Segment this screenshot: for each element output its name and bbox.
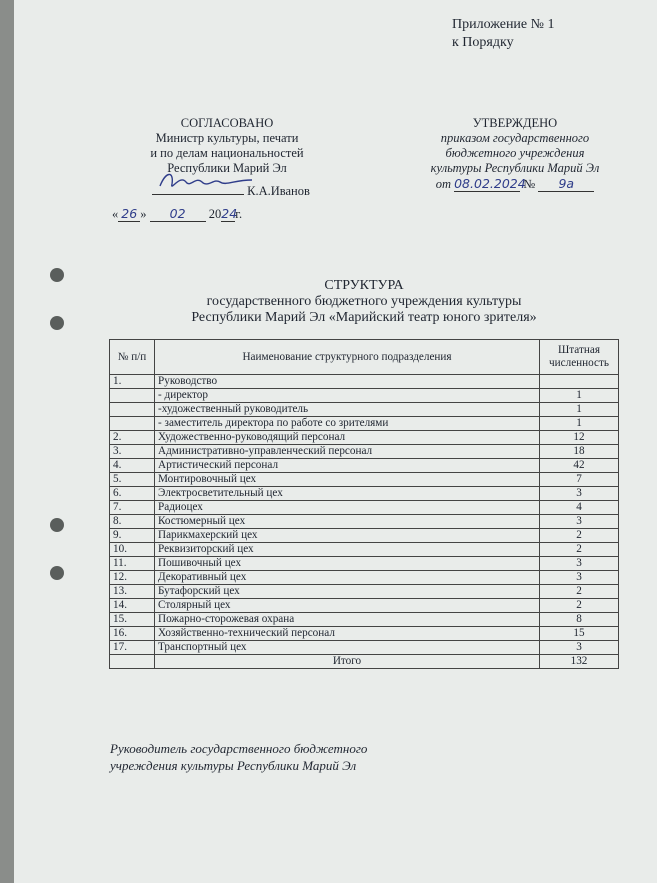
row-unit-name: Костюмерный цех xyxy=(155,515,540,529)
footer-line-2: учреждения культуры Республики Марий Эл xyxy=(110,758,357,773)
order-number: 9а xyxy=(538,176,594,192)
table-row xyxy=(110,389,619,403)
punch-hole xyxy=(50,518,64,532)
row-staff-count: 3 xyxy=(540,487,619,501)
row-staff-count: 2 xyxy=(540,585,619,599)
row-number: 15. xyxy=(110,613,155,627)
row-number: 1. xyxy=(110,375,155,389)
row-number: 7. xyxy=(110,501,155,515)
row-staff-count: 1 xyxy=(540,389,619,403)
row-unit-name: Электросветительный цех xyxy=(155,487,540,501)
table-row xyxy=(110,403,619,417)
row-unit-name: Реквизиторский цех xyxy=(155,543,540,557)
order-date: 08.02.2024 xyxy=(454,176,526,191)
row-unit-name: Столярный цех xyxy=(155,599,540,613)
row-number: 17. xyxy=(110,641,155,655)
approved-line-2: бюджетного учреждения xyxy=(445,146,585,160)
punch-hole xyxy=(50,268,64,282)
row-unit-name: - директор xyxy=(155,389,540,403)
row-staff-count: 1 xyxy=(540,417,619,431)
table-row xyxy=(110,431,619,445)
table-row xyxy=(110,417,619,431)
title-line-3: Республики Марий Эл «Марийский театр юного зрителя» xyxy=(191,310,537,325)
approved-line-1: приказом государственного xyxy=(440,131,590,145)
row-number: 6. xyxy=(110,487,155,501)
signature-line xyxy=(152,182,310,199)
table-row xyxy=(110,613,619,627)
row-number: 5. xyxy=(110,473,155,487)
approved-heading: УТВЕРЖДЕНО xyxy=(472,116,558,130)
row-unit-name: Пожарно-сторожевая охрана xyxy=(155,613,540,627)
row-unit-name: Артистический персонал xyxy=(155,459,540,473)
structure-table xyxy=(109,339,619,669)
row-unit-name: Бутафорский цех xyxy=(155,585,540,599)
row-staff-count: 8 xyxy=(540,613,619,627)
table-total-row xyxy=(110,655,619,669)
row-staff-count: 1 xyxy=(540,403,619,417)
row-unit-name: Транспортный цех xyxy=(155,641,540,655)
date-day: 26 xyxy=(118,206,140,222)
punch-hole xyxy=(50,316,64,330)
row-unit-name: Декоративный цех xyxy=(155,571,540,585)
appendix-line-1: Приложение № 1 xyxy=(452,17,555,32)
row-number: 2. xyxy=(110,431,155,445)
row-number: 11. xyxy=(110,557,155,571)
row-unit-name: Парикмахерский цех xyxy=(155,529,540,543)
row-unit-name: -художественный руководитель xyxy=(155,403,540,417)
punch-hole xyxy=(50,566,64,580)
row-staff-count: 3 xyxy=(540,571,619,585)
row-number: 13. xyxy=(110,585,155,599)
row-number: 10. xyxy=(110,543,155,557)
row-unit-name: Пошивочный цех xyxy=(155,557,540,571)
footer-signatory xyxy=(110,740,367,774)
agreed-line-2: и по делам национальностей xyxy=(150,146,304,160)
header-number: № п/п xyxy=(110,340,155,375)
row-staff-count: 2 xyxy=(540,529,619,543)
table-row xyxy=(110,599,619,613)
row-unit-name: Радиоцех xyxy=(155,501,540,515)
total-label: Итого xyxy=(155,655,540,669)
table-row xyxy=(110,641,619,655)
row-staff-count: 4 xyxy=(540,501,619,515)
row-staff-count: 7 xyxy=(540,473,619,487)
from-label: от xyxy=(435,177,451,191)
row-staff-count: 3 xyxy=(540,641,619,655)
table-row xyxy=(110,375,619,389)
date-year: 24 xyxy=(221,206,238,221)
table-row xyxy=(110,515,619,529)
row-number xyxy=(110,403,155,417)
row-staff-count: 3 xyxy=(540,557,619,571)
row-staff-count: 3 xyxy=(540,515,619,529)
row-unit-name: Хозяйственно-технический персонал xyxy=(155,627,540,641)
table-row xyxy=(110,487,619,501)
table-row xyxy=(110,585,619,599)
signer-name: К.А.Иванов xyxy=(247,184,310,198)
table-row xyxy=(110,473,619,487)
agreed-date: « 26 » 02 2024г. xyxy=(112,206,243,221)
signature-underline xyxy=(152,182,244,195)
table-row xyxy=(110,627,619,641)
row-number: 3. xyxy=(110,445,155,459)
date-year-prefix: 20 xyxy=(208,207,222,221)
table-row xyxy=(110,501,619,515)
row-unit-name: Административно-управленческий персонал xyxy=(155,445,540,459)
table-row xyxy=(110,543,619,557)
row-number: 4. xyxy=(110,459,155,473)
row-number: 9. xyxy=(110,529,155,543)
footer-line-1: Руководитель государственного бюджетного xyxy=(110,741,368,756)
document-page xyxy=(14,0,657,883)
appendix-header xyxy=(452,16,555,52)
row-number: 14. xyxy=(110,599,155,613)
table-row xyxy=(110,445,619,459)
title-line-2: государственного бюджетного учреждения культуры xyxy=(206,294,522,309)
row-staff-count: 15 xyxy=(540,627,619,641)
table-row xyxy=(110,557,619,571)
row-staff-count: 2 xyxy=(540,599,619,613)
row-number: 12. xyxy=(110,571,155,585)
title-line-1: СТРУКТУРА xyxy=(324,278,404,293)
approved-order-line xyxy=(410,176,620,192)
approved-block xyxy=(410,116,620,192)
agreed-heading: СОГЛАСОВАНО xyxy=(180,116,274,130)
row-number: 8. xyxy=(110,515,155,529)
date-month: 02 xyxy=(150,206,206,222)
row-staff-count: 18 xyxy=(540,445,619,459)
row-number: 16. xyxy=(110,627,155,641)
row-staff-count: 12 xyxy=(540,431,619,445)
agreed-line-1: Министр культуры, печати xyxy=(155,131,299,145)
agreed-line-3: Республики Марий Эл xyxy=(167,161,287,175)
row-unit-name: - заместитель директора по работе со зрителями xyxy=(155,417,540,431)
row-staff-count: 42 xyxy=(540,459,619,473)
number-label: № xyxy=(523,177,536,191)
row-number xyxy=(110,389,155,403)
appendix-line-2: к Порядку xyxy=(452,35,514,50)
table-row xyxy=(110,529,619,543)
document-title xyxy=(114,278,614,326)
row-unit-name: Художественно-руководящий персонал xyxy=(155,431,540,445)
row-unit-name: Монтировочный цех xyxy=(155,473,540,487)
date-suffix: г. xyxy=(235,207,243,221)
table-row xyxy=(110,571,619,585)
approved-line-3: культуры Республики Марий Эл xyxy=(430,161,600,175)
row-staff-count: 2 xyxy=(540,543,619,557)
table-header-row xyxy=(110,340,619,375)
header-unit-name: Наименование структурного подразделения xyxy=(155,340,540,375)
row-staff-count xyxy=(540,375,619,389)
table-row xyxy=(110,459,619,473)
row-unit-name: Руководство xyxy=(155,375,540,389)
row-number xyxy=(110,417,155,431)
total-value: 132 xyxy=(540,655,619,669)
header-staff-count: Штатная численность xyxy=(540,340,619,375)
total-empty-cell xyxy=(110,655,155,669)
